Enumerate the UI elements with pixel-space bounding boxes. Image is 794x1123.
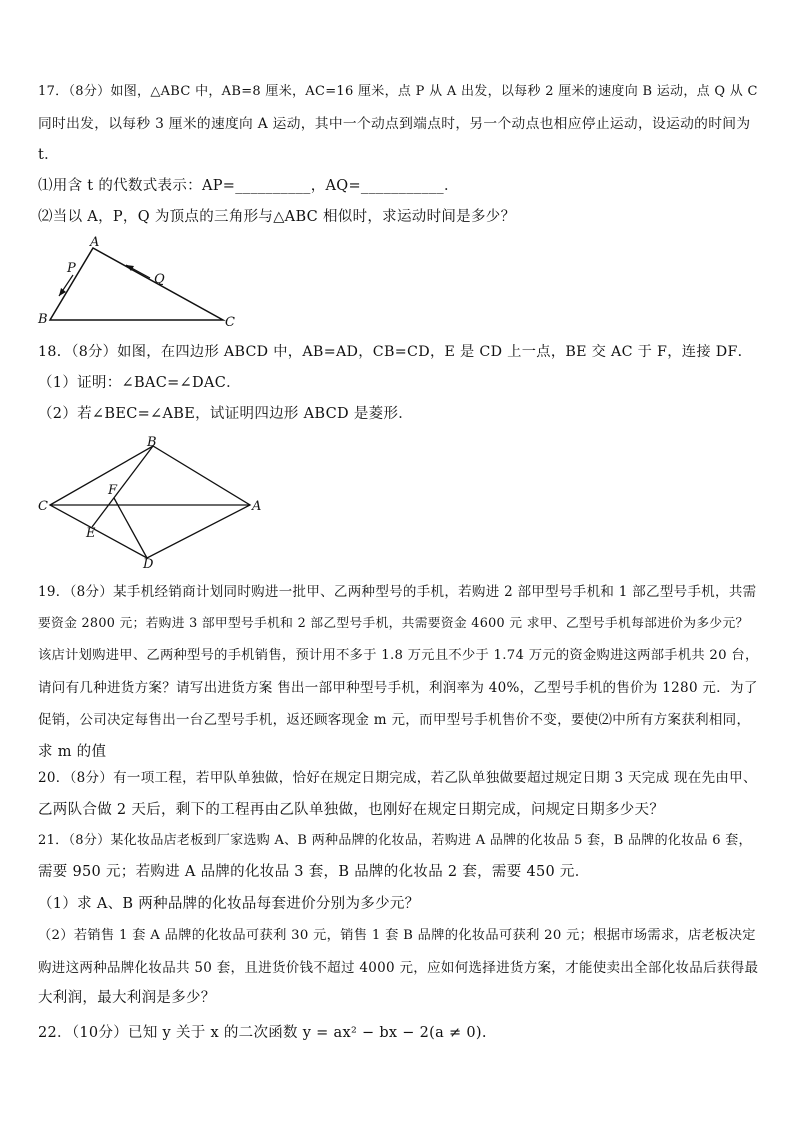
label-p: P bbox=[67, 261, 76, 276]
q21-part-2a: （2）若销售 1 套 A 品牌的化妆品可获利 30 元，销售 1 套 B 品牌的化妆品可获利 20 元；根据市场需求，店老板决定 bbox=[38, 928, 756, 943]
q19-line-1: 19．（8分）某手机经销商计划同时购进一批甲、乙两种型号的手机，若购进 2 部甲型号手机和 1 部乙型号手机，共需 bbox=[38, 584, 757, 600]
q21-part-1: （1）求 A、B 两种品牌的化妆品每套进价分别为多少元？ bbox=[38, 896, 420, 912]
q21-line-2: 需要 950 元；若购进 A 品牌的化妆品 3 套，B 品牌的化妆品 2 套，需要 450 元． bbox=[38, 864, 590, 880]
q18-part-1: （1）证明：∠BAC=∠DAC． bbox=[38, 375, 241, 391]
q17-triangle-figure bbox=[30, 236, 250, 332]
q20-line-1: 20．（8分）有一项工程，若甲队单独做，恰好在规定日期完成，若乙队单独做要超过规定日期 3 天完成 现在先由甲、 bbox=[38, 770, 757, 786]
q21-part-2b: 购进这两种品牌化妆品共 50 套，且进货价钱不超过 4000 元，应如何选择进货方案，才能使卖出全部化妆品后获得最 bbox=[38, 960, 759, 976]
label-a: A bbox=[90, 236, 100, 250]
label-f: F bbox=[108, 483, 118, 498]
label-c: C bbox=[38, 499, 48, 514]
q19-line-3: 该店计划购进甲、乙两种型号的手机销售，预计用不多于 1.8 万元且不少于 1.74 万元的资金购进这两部手机共 20 台， bbox=[38, 648, 759, 663]
label-b: B bbox=[147, 435, 157, 450]
label-e: E bbox=[86, 526, 96, 541]
label-d: D bbox=[143, 557, 154, 570]
triangle-abc bbox=[50, 248, 223, 320]
q19-line-5: 促销，公司决定每售出一台乙型号手机，返还顾客现金 m 元，而甲型号手机售价不变，要使⑵中所有方案获利相同， bbox=[38, 712, 751, 728]
q19-line-2: 要资金 2800 元；若购进 3 部甲型号手机和 2 部乙型号手机，共需要资金 4600 元 求甲、乙型号手机每部进价为多少元？ bbox=[38, 616, 749, 631]
q20-line-2: 乙两队合做 2 天后，剩下的工程再由乙队单独做，也刚好在规定日期完成，问规定日期多少天？ bbox=[38, 802, 665, 818]
q17-line-1: 17．（8分）如图，△ABC 中，AB=8 厘米，AC=16 厘米，点 P 从 A 出发，以每秒 2 厘米的速度向 B 运动，点 Q 从 C bbox=[38, 84, 758, 99]
q17-part-1: ⑴用含 t 的代数式表示：AP=__________，AQ=___________． bbox=[38, 178, 459, 194]
q18-line-1: 18．（8分）如图，在四边形 ABCD 中，AB=AD，CB=CD，E 是 CD 上一点，BE 交 AC 于 F，连接 DF． bbox=[38, 344, 753, 360]
q19-line-6: 求 m 的值 bbox=[38, 744, 107, 760]
q21-line-1: 21．（8分）某化妆品店老板到厂家选购 A、B 两种品牌的化妆品，若购进 A 品牌的化妆品 5 套，B 品牌的化妆品 6 套， bbox=[38, 833, 752, 848]
q19-line-4: 请问有几种进货方案？请写出进货方案 售出一部甲种型号手机，利润率为 40%，乙型号手机的售价为 1280 元．为了 bbox=[38, 680, 758, 696]
q17-line-2: 同时出发，以每秒 3 厘米的速度向 A 运动，其中一个动点到端点时，另一个动点也相应停止运动，设运动的时间为 bbox=[38, 116, 751, 132]
q17-part-2: ⑵当以 A，P，Q 为顶点的三角形与△ABC 相似时，求运动时间是多少？ bbox=[38, 209, 516, 225]
q18-part-2: （2）若∠BEC=∠ABE，试证明四边形 ABCD 是菱形． bbox=[38, 406, 414, 422]
q17-line-3: t． bbox=[38, 147, 59, 163]
quad-abcd bbox=[50, 446, 250, 558]
label-b: B bbox=[38, 312, 48, 327]
q22-line-1: 22．（10分）已知 y 关于 x 的二次函数 y = ax² − bx − 2(a ≠ 0). bbox=[38, 1025, 487, 1041]
label-a: A bbox=[252, 499, 262, 514]
label-c: C bbox=[225, 315, 235, 330]
segment-be bbox=[92, 446, 153, 527]
q18-quadrilateral-figure bbox=[30, 434, 270, 570]
label-q: Q bbox=[154, 272, 165, 287]
q21-part-2c: 大利润，最大利润是多少？ bbox=[38, 990, 216, 1006]
